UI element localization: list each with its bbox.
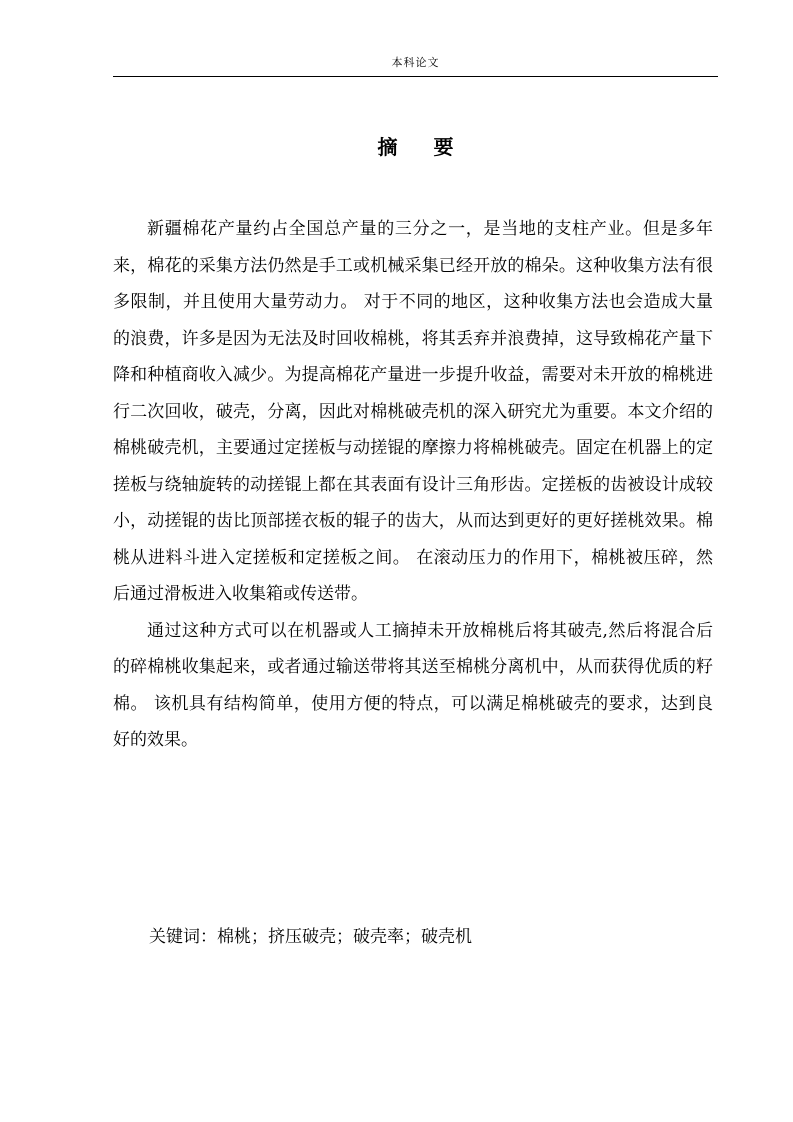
abstract-title-char-2: 要 [433, 135, 454, 159]
running-header: 本科论文 [391, 56, 440, 69]
abstract-paragraph-2: 通过这种方式可以在机器或人工摘掉未开放棉桃后将其破壳,然后将混合后的碎棉桃收集起来，或者通过输送带将其送至棉桃分离机中，从而获得优质的籽棉。 该机具有结构简单，使用方便的特点，可以满足棉桃破壳的要求，达到良好的效果。 [113, 620, 713, 750]
abstract-paragraph-1: 新疆棉花产量约占全国总产量的三分之一，是当地的支柱产业。但是多年来，棉花的采集方法仍然是手工或机械采集已经开放的棉朵。这种收集方法有很多限制，并且使用大量劳动力。 对于不同的地区，这种收集方法也会造成大量的浪费，许多是因为无法及时回收棉桃，将其丢弃并浪费掉，这导致棉花产量下降和种植商收入减少。为提高棉花产量进一步提升收益，需要对未开放的棉桃进行二次回收，破壳，分离，因此对棉桃破壳机的深入研究尤为重要。本文介绍的棉桃破壳机，主要通过定搓板与动搓锟的摩擦力将棉桃破壳。固定在机器上的定搓板与绕轴旋转的动搓锟上都在其表面有设计三角形齿。定搓板的齿被设计成较小，动搓锟的齿比顶部搓衣板的辊子的齿大，从而达到更好的更好搓桃效果。棉桃从进料斗进入定搓板和定搓板之间。 在滚动压力的作用下，棉桃被压碎，然后通过滑板进入收集箱或传送带。 [113, 219, 713, 604]
header-rule [113, 76, 718, 77]
abstract-title [113, 133, 718, 161]
keywords-line: 关键词：棉桃；挤压破壳；破壳率；破壳机 [149, 927, 472, 947]
abstract-body [113, 211, 713, 759]
abstract-title-char-1: 摘 [377, 135, 398, 159]
